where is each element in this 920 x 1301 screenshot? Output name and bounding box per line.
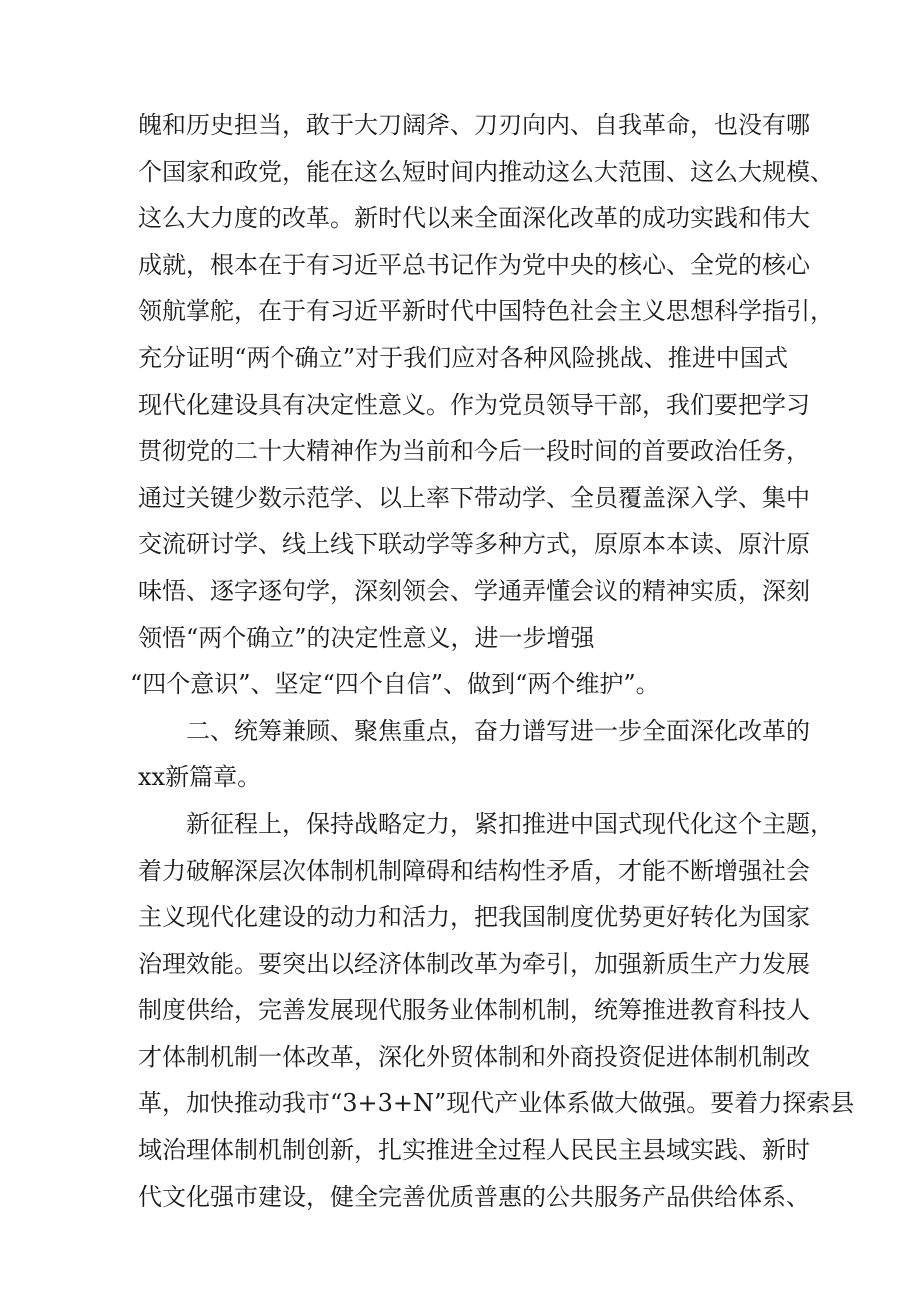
- text-line: 味悟、逐字逐句学，深刻领会、学通弄懂会议的精神实质，深刻: [138, 576, 810, 605]
- text-line: 代文化强市建设，健全完善优质普惠的公共服务产品供给体系、: [138, 1182, 810, 1211]
- text-line: 领航掌舵，在于有习近平新时代中国特色社会主义思想科学指引，: [138, 297, 834, 326]
- text-line: 这么大力度的改革。新时代以来全面深化改革的成功实践和伟大: [138, 204, 810, 233]
- text-line: 个国家和政党，能在这么短时间内推动这么大范围、这么大规模、: [138, 157, 834, 186]
- paragraph-first-line: 新征程上，保持战略定力，紧扣推进中国式现代化这个主题，: [186, 809, 834, 838]
- text-line: 魄和历史担当，敢于大刀阔斧、刀刃向内、自我革命，也没有哪: [138, 111, 810, 139]
- text-line: 制度供给，完善发展现代服务业体制机制，统筹推进教育科技人: [138, 996, 810, 1025]
- text-line: 贯彻党的二十大精神作为当前和今后一段时间的首要政治任务，: [138, 437, 810, 466]
- text-line: “四个意识”、坚定“四个自信”、做到“两个维护”。: [130, 670, 660, 699]
- section-heading-line: xx新篇章。: [138, 763, 262, 792]
- text-line: 交流研讨学、线上线下联动学等多种方式，原原本本读、原汁原: [138, 530, 810, 559]
- text-line: 充分证明“两个确立”对于我们应对各种风险挑战、推进中国式: [138, 343, 788, 372]
- text-line: 现代化建设具有决定性意义。作为党员领导干部，我们要把学习: [138, 390, 810, 419]
- document-body: [130, 102, 855, 1220]
- text-line: 成就，根本在于有习近平总书记作为党中央的核心、全党的核心: [138, 250, 810, 279]
- text-line: 着力破解深层次体制机制障碍和结构性矛盾，才能不断增强社会: [138, 856, 810, 885]
- text-line: 主义现代化建设的动力和活力，把我国制度优势更好转化为国家: [138, 903, 810, 932]
- text-line: 治理效能。要突出以经济体制改革为牵引，加强新质生产力发展: [138, 949, 810, 978]
- text-line: 域治理体制机制创新，扎实推进全过程人民民主县域实践、新时: [138, 1136, 810, 1165]
- text-line: 领悟“两个确立”的决定性意义，进一步增强: [138, 623, 595, 652]
- text-line: 才体制机制一体改革，深化外贸体制和外商投资促进体制机制改: [138, 1042, 810, 1071]
- section-heading-line: 二、统筹兼顾、聚焦重点，奋力谱写进一步全面深化改革的: [186, 716, 810, 745]
- text-line: 通过关键少数示范学、以上率下带动学、全员覆盖深入学、集中: [138, 483, 810, 512]
- text-line: 革，加快推动我市“3+3+N”现代产业体系做大做强。要着力探索县: [138, 1089, 855, 1118]
